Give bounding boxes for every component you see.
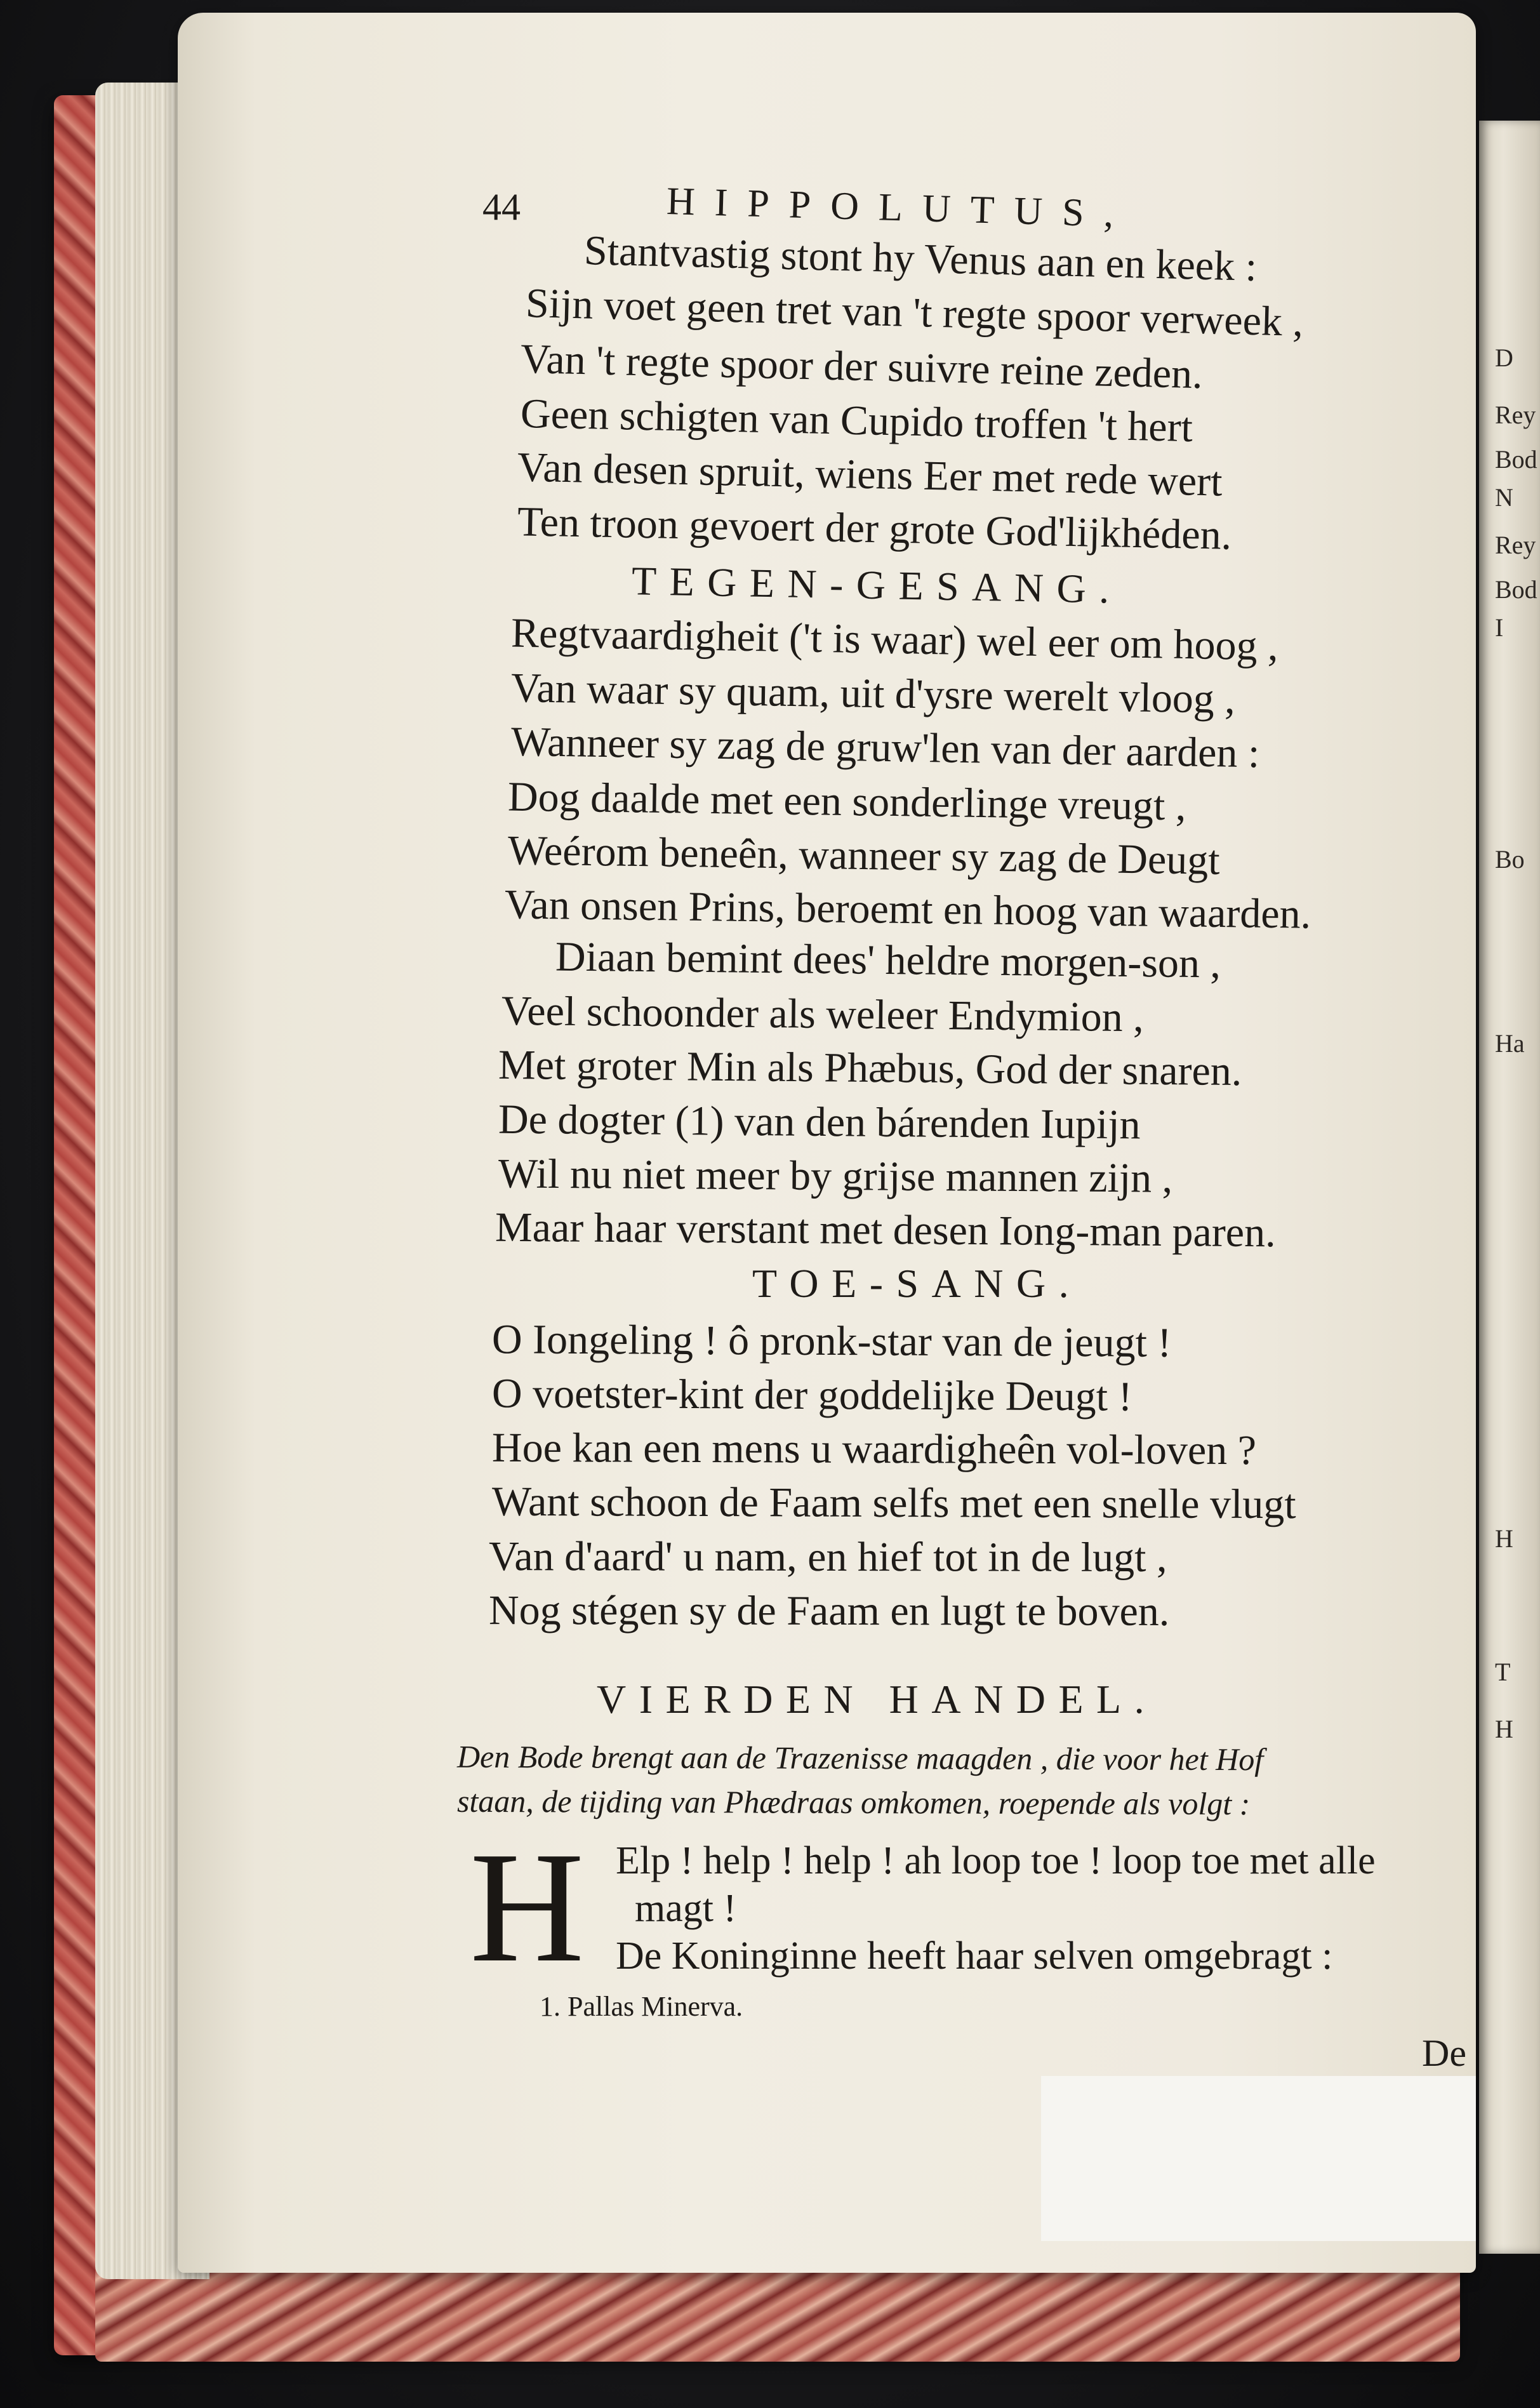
verse-line: magt ! [635, 1887, 737, 1930]
facing-page-edge [1479, 121, 1540, 2254]
section-heading-vierden-handel: VIERDEN HANDEL. [597, 1677, 1158, 1722]
facing-page-fragment: Rey [1495, 401, 1536, 429]
verse-line: Want schoon de Faam selfs met een snelle vlugt [491, 1478, 1296, 1528]
verse-line: Wil nu niet meer by grijse mannen zijn , [498, 1150, 1173, 1202]
verse-line: Van 't regte spoor der suivre reine zeden. [520, 335, 1204, 398]
facing-page-fragment: H [1495, 1524, 1513, 1553]
verse-line: Diaan bemint dees' heldre morgen-son , [555, 933, 1221, 987]
verse-line: Nog stégen sy de Faam en lugt te boven. [488, 1587, 1170, 1635]
section-heading-toe-sang: TOE-SANG. [752, 1261, 1082, 1306]
facing-page-fragment: D [1495, 343, 1513, 372]
verse-line: Maar haar verstant met desen Iong-man paren. [495, 1204, 1276, 1256]
verse-line: Van onsen Prins, beroemt en hoog van waarden. [504, 881, 1311, 938]
page-number: 44 [482, 186, 521, 228]
book-page [178, 13, 1476, 2273]
verse-line: Wanneer sy zag de gruw'len van der aarden : [510, 718, 1260, 777]
blank-paper-patch [1041, 2076, 1476, 2241]
facing-page-fragment: Ha [1495, 1029, 1525, 1058]
facing-page-fragment: Bo [1495, 845, 1525, 874]
verse-line: Met groter Min als Phæbus, God der snaren. [498, 1041, 1242, 1095]
facing-page-fragment: N [1495, 483, 1513, 512]
section-heading-tegen-gesang: TEGEN-GESANG. [631, 558, 1123, 612]
stage-direction-line: staan, de tijding van Phædraas omkomen, roepende als volgt : [456, 1783, 1251, 1822]
facing-page-fragment: H [1495, 1715, 1513, 1743]
verse-line: O voetster-kint der goddelijke Deugt ! [491, 1370, 1132, 1420]
drop-cap-initial: H [470, 1819, 585, 1995]
verse-line: Geen schigten van Cupido troffen 't hert [520, 390, 1193, 451]
verse-line: Sijn voet geen tret van 't regte spoor verweek , [525, 280, 1304, 345]
stage-direction-line: Den Bode brengt aan de Trazenisse maagden , die voor het Hof [456, 1738, 1264, 1778]
verse-line: De Koninginne heeft haar selven omgebragt : [616, 1934, 1333, 1978]
facing-page-fragment: Bod [1495, 445, 1537, 474]
running-head: HIPPOLUTUS, [666, 180, 1134, 236]
facing-page-fragment: Bod [1495, 575, 1537, 604]
verse-line: Ten troon gevoert der grote God'lijkhéden. [517, 498, 1232, 559]
verse-line: Veel schoonder als weleer Endymion , [501, 987, 1145, 1041]
verse-line: Elp ! help ! help ! ah loop toe ! loop toe met alle [616, 1839, 1376, 1882]
verse-line: O Iongeling ! ô pronk-star van de jeugt ! [491, 1316, 1172, 1366]
verse-line: Weérom beneên, wanneer sy zag de Deugt [507, 827, 1221, 884]
verse-line: Dog daalde met een sonderlinge vreugt , [507, 773, 1186, 830]
verse-line: Stantvastig stont hy Venus aan en keek : [583, 227, 1258, 290]
facing-page-fragment: Rey [1495, 531, 1536, 559]
page-text [178, 13, 1476, 2273]
footnote: 1. Pallas Minerva. [540, 1991, 743, 2022]
verse-line: Van waar sy quam, uit d'ysre werelt vloog , [510, 665, 1236, 722]
verse-line: Regtvaardigheit ('t is waar) wel eer om hoog , [510, 609, 1279, 670]
verse-line: Van d'aard' u nam, en hief tot in de lugt , [488, 1533, 1167, 1581]
facing-page-fragment: I [1495, 613, 1504, 642]
verse-line: Hoe kan een mens u waardigheên vol-loven ? [491, 1424, 1257, 1474]
verse-line: De dogter (1) van den bárenden Iupijn [498, 1096, 1141, 1148]
catchword: De [1422, 2032, 1466, 2074]
facing-page-fragment: T [1495, 1658, 1511, 1686]
verse-line: Van desen spruit, wiens Eer met rede wert [517, 444, 1223, 505]
